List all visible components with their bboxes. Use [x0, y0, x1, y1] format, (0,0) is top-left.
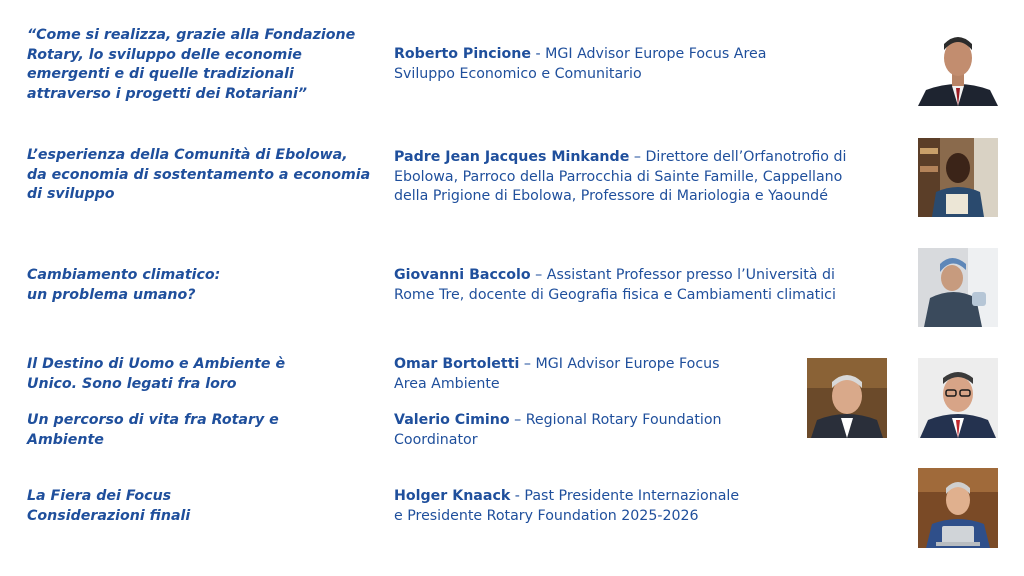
speaker-role-6: - Past Presidente Internazionale e Presidente Rotary Foundation 2025-2026 — [394, 488, 740, 524]
speaker-4 — [394, 355, 720, 394]
speaker-role-4: – MGI Advisor Europe Focus Area Ambiente — [394, 356, 720, 392]
speaker-name-6: Holger Knaack — [394, 488, 511, 504]
speaker-name-5: Valerio Cimino — [394, 412, 510, 428]
speaker-6 — [394, 487, 739, 526]
speaker-photo-pincione — [918, 28, 998, 106]
speaker-photo-minkande — [918, 138, 998, 217]
speaker-role-3: – Assistant Professor presso l’Università di Rome Tre, docente di Geografia fisica e Cambiamenti climatici — [394, 267, 836, 303]
speaker-1 — [394, 45, 766, 84]
speaker-photo-bortoletti — [807, 358, 887, 438]
speaker-name-2: Padre Jean Jacques Minkande — [394, 149, 630, 165]
speaker-5 — [394, 411, 722, 450]
speaker-name-3: Giovanni Baccolo — [394, 267, 531, 283]
topic-5: Un percorso di vita fra Rotary e Ambiente — [27, 412, 279, 448]
topic-3: Cambiamento climatico: un problema umano? — [27, 267, 221, 303]
topic-1: “Come si realizza, grazie alla Fondazione Rotary, lo sviluppo delle economie emergenti e di quelle tradizionali attraverso i progetti dei Rotariani” — [27, 27, 356, 102]
speaker-2 — [394, 148, 846, 207]
topic-6: La Fiera dei Focus Considerazioni finali — [27, 488, 191, 524]
topic-2: L’esperienza della Comunità di Ebolowa, da economia di sostentamento a economia di sviluppo — [27, 147, 371, 202]
speaker-role-1: - MGI Advisor Europe Focus Area Sviluppo Economico e Comunitario — [394, 46, 767, 82]
speaker-role-5: – Regional Rotary Foundation Coordinator — [394, 412, 722, 448]
speaker-name-4: Omar Bortoletti — [394, 356, 520, 372]
topic-4: Il Destino di Uomo e Ambiente è Unico. Sono legati fra loro — [27, 356, 286, 392]
speaker-3 — [394, 266, 836, 305]
speaker-photo-cimino — [918, 358, 998, 438]
speaker-photo-baccolo — [918, 248, 998, 327]
speaker-photo-knaack — [918, 468, 998, 548]
speaker-role-2: – Direttore dell’Orfanotrofio di Ebolowa, Parroco della Parrocchia di Sainte Famille, Cappellano della Prigione di Ebolowa, Professore di Mariologia e Yaoundé — [394, 149, 847, 204]
speaker-name-1: Roberto Pincione — [394, 46, 532, 62]
